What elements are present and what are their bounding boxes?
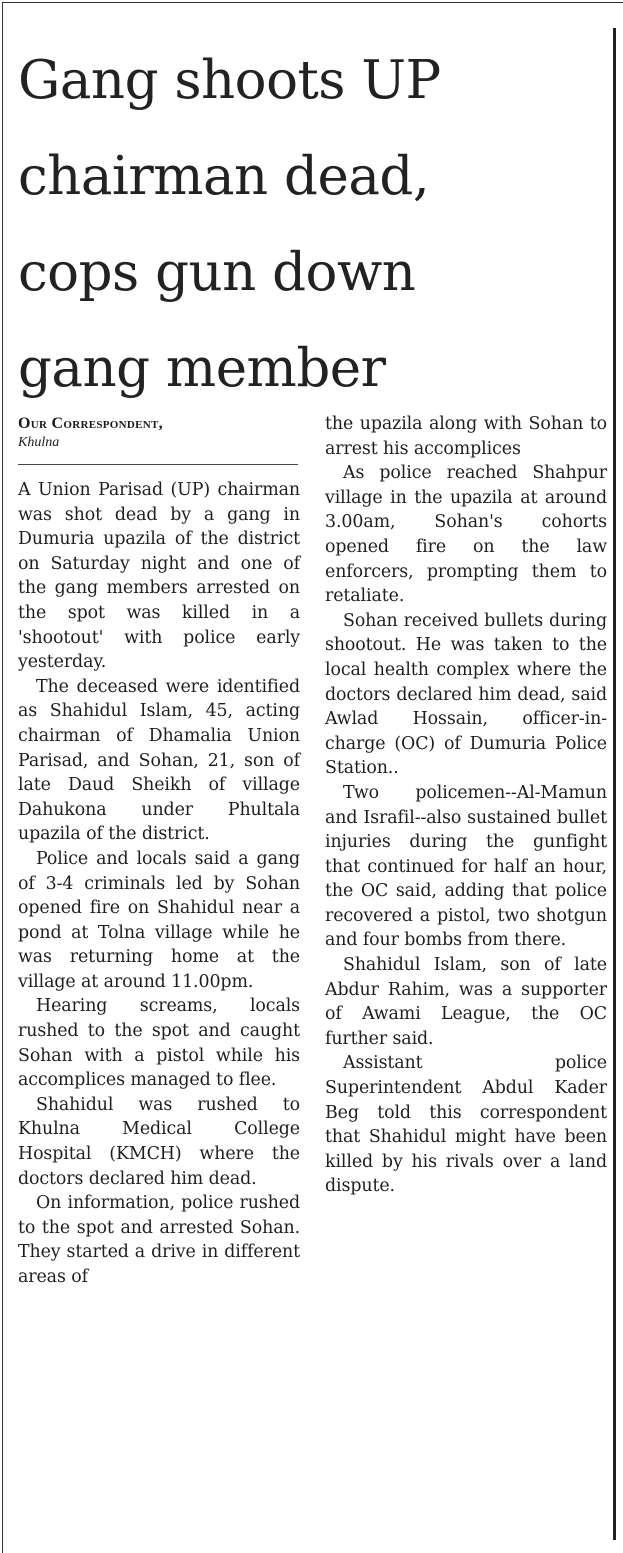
article-column-1 bbox=[18, 478, 300, 1290]
byline-divider bbox=[18, 464, 298, 465]
column-separator-rule bbox=[613, 28, 616, 1540]
page-left-border bbox=[2, 2, 3, 1553]
paragraph: Sohan received bullets during shootout. He was taken to the local health complex where the doctors declared him dead, said Awlad Hossain, officer-in-charge (OC) of Dumuria Police Station.. bbox=[325, 610, 607, 779]
headline bbox=[18, 33, 608, 417]
headline-line: cops gun down bbox=[18, 242, 416, 303]
headline-line: gang member bbox=[18, 338, 386, 399]
paragraph: The deceased were identified as Shahidul Islam, 45, acting chairman of Dhamalia Union Parisad, and Sohan, 21, son of late Daud Sheikh of village Dahukona under Phultala upazila of the district. bbox=[18, 676, 300, 845]
paragraph-continuation: the upazila along with Sohan to arrest his accomplices bbox=[325, 414, 607, 459]
paragraph: As police reached Shahpur village in the upazila at around 3.00am, Sohan's cohorts opened fire on the law enforcers, prompting them to retaliate. bbox=[325, 463, 607, 607]
article-column-2 bbox=[325, 412, 607, 1199]
byline bbox=[18, 414, 298, 452]
headline-line: chairman dead, bbox=[18, 146, 430, 207]
byline-location: Khulna bbox=[18, 435, 60, 450]
page-top-border bbox=[2, 2, 623, 3]
byline-author: Our Correspondent, bbox=[18, 415, 163, 432]
headline-line: Gang shoots UP bbox=[18, 50, 441, 111]
paragraph: On information, police rushed to the spot and arrested Sohan. They started a drive in different areas of bbox=[18, 1193, 300, 1287]
paragraph: Assistant police Superintendent Abdul Kader Beg told this correspondent that Shahidul might have been killed by his rivals over a land dispute. bbox=[325, 1053, 607, 1197]
paragraph: Police and locals said a gang of 3-4 criminals led by Sohan opened fire on Shahidul near a pond at Tolna village while he was returning home at the village at around 11.00pm. bbox=[18, 848, 300, 992]
paragraph: Shahidul Islam, son of late Abdur Rahim, was a supporter of Awami League, the OC further said. bbox=[325, 955, 607, 1049]
paragraph: Shahidul was rushed to Khulna Medical College Hospital (KMCH) where the doctors declared him dead. bbox=[18, 1094, 300, 1189]
paragraph: Hearing screams, locals rushed to the spot and caught Sohan with a pistol while his accomplices managed to flee. bbox=[18, 996, 300, 1091]
paragraph: A Union Parisad (UP) chairman was shot dead by a gang in Dumuria upazila of the district on Saturday night and one of the gang members arrested on the spot was killed in a 'shootout' with police early yesterday. bbox=[18, 480, 300, 673]
paragraph: Two policemen--Al-Mamun and Israfil--also sustained bullet injuries during the gunfight that continued for half an hour, the OC said, adding that police recovered a pistol, two shotgun and four bombs from there. bbox=[325, 782, 607, 951]
